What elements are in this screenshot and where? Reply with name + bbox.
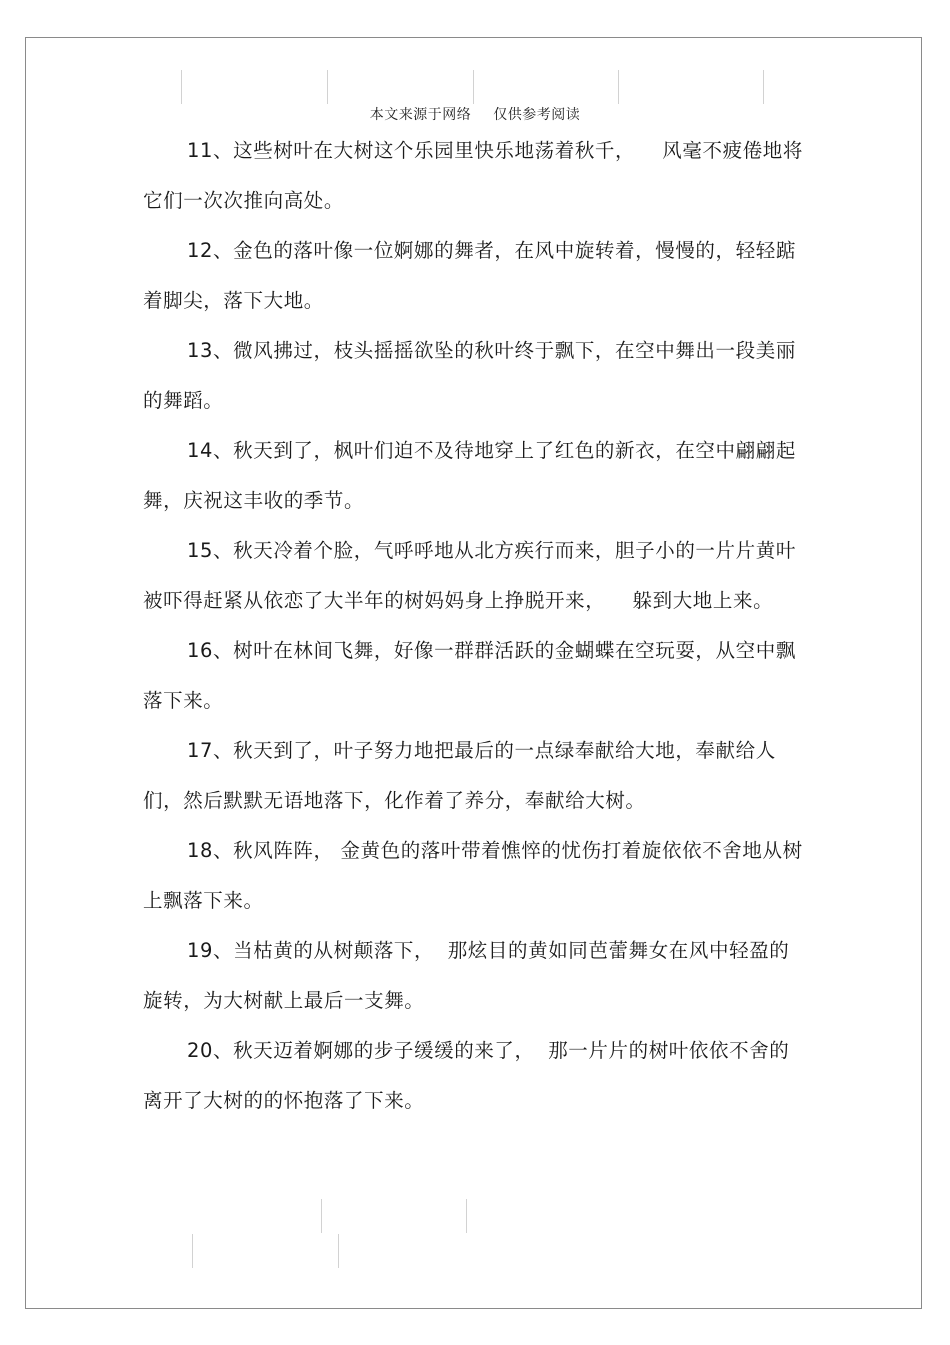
paragraph: 13、微风拂过，枝头摇摇欲坠的秋叶终于飘下，在空中舞出一段美丽的舞蹈。	[143, 339, 796, 412]
guide-line	[473, 70, 474, 104]
source-note-left: 本文来源于网络	[369, 107, 472, 123]
paragraph: 11、这些树叶在大树这个乐园里快乐地荡着秋千， 风毫不疲倦地将它们一次次推向高处。	[143, 139, 804, 212]
guide-line	[618, 70, 619, 104]
source-note-right: 仅供参考阅读	[493, 107, 581, 123]
paragraph: 17、秋天到了，叶子努力地把最后的一点绿奉献给大地，奉献给人们，然后默默无语地落下，化作着了养分，奉献给大树。	[143, 739, 776, 812]
guide-line	[321, 1199, 322, 1233]
guide-line	[466, 1199, 467, 1233]
guide-line	[192, 1234, 193, 1268]
paragraph: 20、秋天迈着婀娜的步子缓缓的来了， 那一片片的树叶依依不舍的离开了大树的的怀抱落了下来。	[143, 1039, 790, 1112]
document-body	[143, 126, 808, 1126]
guide-line	[763, 70, 764, 104]
paragraph: 14、秋天到了，枫叶们迫不及待地穿上了红色的新衣，在空中翩翩起舞，庆祝这丰收的季节。	[143, 439, 796, 512]
guide-line	[181, 70, 182, 104]
source-note	[0, 104, 950, 124]
paragraph: 19、当枯黄的从树颠落下， 那炫目的黄如同芭蕾舞女在风中轻盈的旋转，为大树献上最后一支舞。	[143, 939, 790, 1012]
paragraph: 15、秋天冷着个脸，气呼呼地从北方疾行而来，胆子小的一片片黄叶被吓得赶紧从依恋了大半年的树妈妈身上挣脱开来， 躲到大地上来。	[143, 539, 796, 612]
guide-line	[338, 1234, 339, 1268]
guide-line	[327, 70, 328, 104]
paragraph: 18、秋风阵阵， 金黄色的落叶带着憔悴的忧伤打着旋依依不舍地从树上飘落下来。	[143, 839, 803, 912]
paragraph: 16、树叶在林间飞舞，好像一群群活跃的金蝴蝶在空玩耍，从空中飘落下来。	[143, 639, 796, 712]
paragraph: 12、金色的落叶像一位婀娜的舞者，在风中旋转着，慢慢的，轻轻踮着脚尖，落下大地。	[143, 239, 796, 312]
